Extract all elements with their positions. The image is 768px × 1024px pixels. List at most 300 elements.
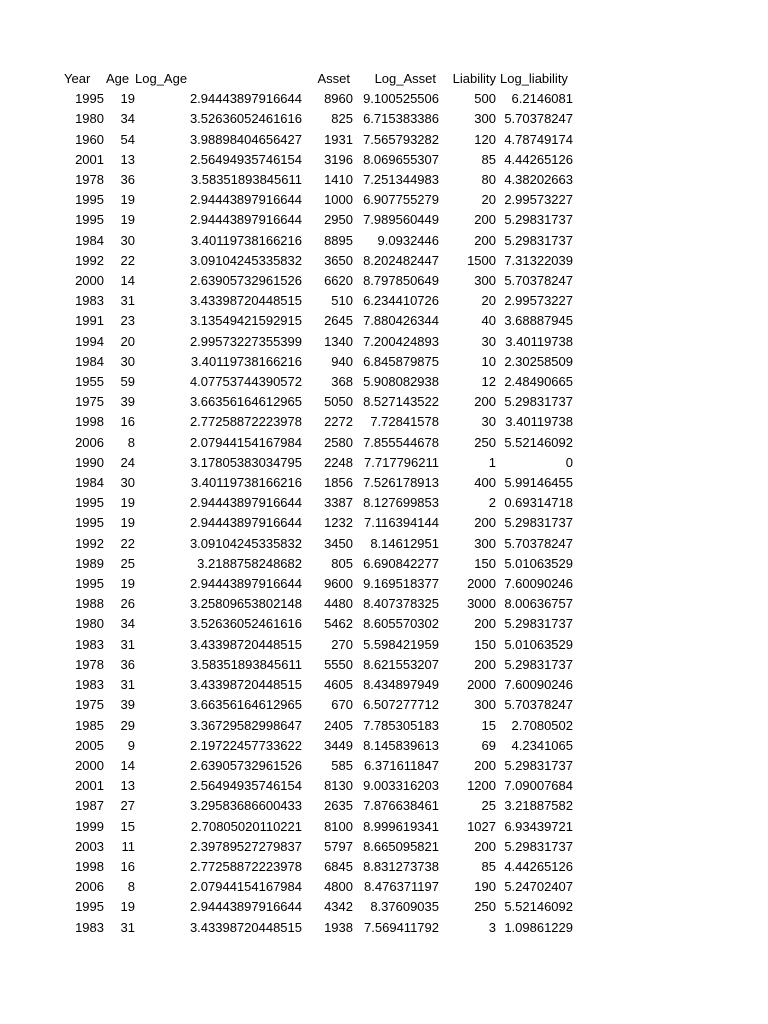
log-age-cell[interactable]: 3.36729582998647 (189, 717, 302, 733)
year-cell[interactable]: 1995 (75, 212, 104, 228)
age-cell[interactable]: 36 (120, 656, 135, 672)
log-liability-cell[interactable]: 2.99573227 (504, 293, 573, 309)
log-age-cell[interactable]: 3.43398720448515 (189, 636, 302, 652)
log-age-cell[interactable]: 3.52636052461616 (189, 616, 302, 632)
year-cell[interactable]: 1995 (75, 495, 104, 511)
log-asset-cell[interactable]: 7.565793282 (363, 131, 439, 147)
asset-cell[interactable]: 1340 (324, 333, 353, 349)
log-age-cell[interactable]: 3.25809653802148 (189, 596, 302, 612)
age-cell[interactable]: 22 (120, 252, 135, 268)
log-liability-cell[interactable]: 0.69314718 (504, 495, 573, 511)
log-liability-cell[interactable]: 4.78749174 (504, 131, 573, 147)
asset-cell[interactable]: 6620 (324, 273, 353, 289)
log-liability-cell[interactable]: 5.52146092 (504, 899, 573, 915)
log-asset-cell[interactable]: 7.569411792 (364, 919, 439, 935)
asset-cell[interactable]: 4480 (324, 596, 353, 612)
age-cell[interactable]: 39 (120, 697, 135, 713)
liability-cell[interactable]: 150 (474, 555, 496, 571)
log-age-cell[interactable]: 3.2188758248682 (197, 555, 302, 571)
asset-cell[interactable]: 940 (331, 353, 353, 369)
age-cell[interactable]: 34 (120, 616, 135, 632)
asset-cell[interactable]: 585 (331, 757, 353, 773)
asset-cell[interactable]: 8130 (324, 778, 353, 794)
liability-cell[interactable]: 500 (474, 91, 496, 107)
asset-cell[interactable]: 1000 (324, 192, 353, 208)
year-cell[interactable]: 1992 (75, 535, 104, 551)
log-liability-cell[interactable]: 5.01063529 (504, 636, 573, 652)
asset-cell[interactable]: 9600 (324, 576, 353, 592)
liability-cell[interactable]: 10 (481, 353, 496, 369)
liability-cell[interactable]: 250 (474, 434, 496, 450)
year-cell[interactable]: 1983 (75, 677, 104, 693)
liability-cell[interactable]: 200 (474, 616, 496, 632)
liability-cell[interactable]: 80 (481, 172, 496, 188)
year-cell[interactable]: 1989 (75, 555, 104, 571)
log-liability-cell[interactable]: 5.29831737 (504, 232, 573, 248)
log-asset-cell[interactable]: 6.371611847 (364, 757, 439, 773)
asset-cell[interactable]: 3650 (324, 252, 353, 268)
log-age-cell[interactable]: 3.09104245335832 (189, 252, 302, 268)
log-asset-cell[interactable]: 6.715383386 (363, 111, 439, 127)
liability-cell[interactable]: 120 (474, 131, 496, 147)
asset-cell[interactable]: 368 (331, 374, 353, 390)
asset-cell[interactable]: 1232 (324, 515, 353, 531)
asset-cell[interactable]: 5050 (324, 394, 353, 410)
asset-cell[interactable]: 3450 (324, 535, 353, 551)
age-cell[interactable]: 15 (120, 818, 135, 834)
log-liability-cell[interactable]: 5.29831737 (504, 757, 573, 773)
log-asset-cell[interactable]: 9.169518377 (363, 576, 439, 592)
liability-cell[interactable]: 12 (481, 374, 496, 390)
log-asset-cell[interactable]: 5.908082938 (363, 374, 439, 390)
log-liability-cell[interactable]: 5.70378247 (504, 273, 573, 289)
year-cell[interactable]: 2006 (75, 879, 104, 895)
log-liability-cell[interactable]: 5.29831737 (504, 838, 573, 854)
age-cell[interactable]: 26 (120, 596, 135, 612)
log-age-cell[interactable]: 3.66356164612965 (189, 394, 302, 410)
log-age-cell[interactable]: 3.58351893845611 (190, 656, 302, 672)
asset-cell[interactable]: 805 (331, 555, 353, 571)
asset-cell[interactable]: 2635 (324, 798, 353, 814)
year-cell[interactable]: 1994 (75, 333, 104, 349)
log-asset-cell[interactable]: 8.434897949 (363, 677, 439, 693)
log-asset-cell[interactable]: 7.880426344 (363, 313, 439, 329)
asset-cell[interactable]: 8100 (324, 818, 353, 834)
asset-cell[interactable]: 2645 (324, 313, 353, 329)
year-cell[interactable]: 1995 (75, 192, 104, 208)
log-asset-cell[interactable]: 8.797850649 (363, 273, 439, 289)
liability-cell[interactable]: 15 (481, 717, 496, 733)
log-liability-cell[interactable]: 5.29831737 (504, 212, 573, 228)
year-cell[interactable]: 1991 (75, 313, 104, 329)
liability-cell[interactable]: 200 (474, 515, 496, 531)
age-cell[interactable]: 31 (120, 636, 135, 652)
asset-cell[interactable]: 4800 (324, 879, 353, 895)
log-age-cell[interactable]: 2.63905732961526 (189, 757, 302, 773)
log-asset-cell[interactable]: 8.127699853 (363, 495, 439, 511)
log-age-cell[interactable]: 3.17805383034795 (189, 454, 302, 470)
liability-cell[interactable]: 2 (488, 495, 496, 511)
liability-cell[interactable]: 85 (481, 858, 496, 874)
liability-cell[interactable]: 30 (481, 333, 496, 349)
asset-cell[interactable]: 1938 (324, 919, 353, 935)
log-age-cell[interactable]: 3.43398720448515 (189, 919, 302, 935)
log-asset-cell[interactable]: 6.907755279 (363, 192, 439, 208)
asset-cell[interactable]: 670 (331, 697, 353, 713)
year-cell[interactable]: 1984 (75, 353, 104, 369)
asset-cell[interactable]: 4605 (324, 677, 353, 693)
log-liability-cell[interactable]: 4.2341065 (511, 737, 573, 753)
asset-cell[interactable]: 1931 (324, 131, 353, 147)
log-liability-cell[interactable]: 5.70378247 (504, 697, 573, 713)
log-asset-cell[interactable]: 8.069655307 (363, 151, 439, 167)
log-age-cell[interactable]: 3.13549421592915 (189, 313, 302, 329)
log-age-cell[interactable]: 3.66356164612965 (189, 697, 302, 713)
asset-cell[interactable]: 2405 (324, 717, 353, 733)
liability-cell[interactable]: 300 (474, 273, 496, 289)
year-cell[interactable]: 2005 (75, 737, 104, 753)
log-age-cell[interactable]: 3.43398720448515 (189, 677, 302, 693)
log-liability-cell[interactable]: 3.21887582 (504, 798, 573, 814)
log-asset-cell[interactable]: 7.116394144 (364, 515, 439, 531)
year-cell[interactable]: 2001 (75, 778, 104, 794)
year-cell[interactable]: 2000 (75, 757, 104, 773)
age-cell[interactable]: 24 (120, 454, 135, 470)
liability-cell[interactable]: 300 (474, 697, 496, 713)
year-cell[interactable]: 1975 (75, 394, 104, 410)
liability-cell[interactable]: 20 (481, 293, 496, 309)
asset-cell[interactable]: 2950 (324, 212, 353, 228)
log-liability-cell[interactable]: 5.29831737 (504, 394, 573, 410)
year-cell[interactable]: 1960 (75, 131, 104, 147)
year-cell[interactable]: 1995 (75, 899, 104, 915)
liability-cell[interactable]: 3000 (467, 596, 496, 612)
asset-cell[interactable]: 8960 (324, 91, 353, 107)
asset-cell[interactable]: 6845 (324, 858, 353, 874)
log-age-cell[interactable]: 3.40119738166216 (190, 232, 302, 248)
asset-cell[interactable]: 5797 (324, 838, 353, 854)
age-cell[interactable]: 11 (121, 838, 135, 854)
liability-cell[interactable]: 1500 (467, 252, 496, 268)
year-cell[interactable]: 1988 (75, 596, 104, 612)
year-cell[interactable]: 1995 (75, 515, 104, 531)
log-asset-cell[interactable]: 8.605570302 (363, 616, 439, 632)
year-cell[interactable]: 1999 (75, 818, 104, 834)
age-cell[interactable]: 19 (120, 192, 135, 208)
age-cell[interactable]: 14 (120, 757, 135, 773)
log-asset-cell[interactable]: 7.876638461 (363, 798, 439, 814)
log-age-cell[interactable]: 3.43398720448515 (189, 293, 302, 309)
year-cell[interactable]: 1985 (75, 717, 104, 733)
log-liability-cell[interactable]: 6.2146081 (511, 91, 573, 107)
age-cell[interactable]: 29 (120, 717, 135, 733)
log-asset-cell[interactable]: 7.251344983 (363, 172, 439, 188)
year-cell[interactable]: 1992 (75, 252, 104, 268)
age-cell[interactable]: 19 (120, 899, 135, 915)
age-cell[interactable]: 19 (120, 576, 135, 592)
log-liability-cell[interactable]: 4.38202663 (504, 172, 573, 188)
age-cell[interactable]: 23 (120, 313, 135, 329)
log-age-cell[interactable]: 2.94443897916644 (189, 91, 302, 107)
year-cell[interactable]: 2000 (75, 273, 104, 289)
log-asset-cell[interactable]: 8.476371197 (364, 879, 439, 895)
year-cell[interactable]: 1978 (75, 172, 104, 188)
asset-cell[interactable]: 4342 (324, 899, 353, 915)
liability-cell[interactable]: 40 (481, 313, 496, 329)
age-cell[interactable]: 30 (120, 475, 135, 491)
liability-cell[interactable]: 85 (481, 151, 496, 167)
asset-cell[interactable]: 3449 (324, 737, 353, 753)
log-asset-cell[interactable]: 7.855544678 (363, 434, 439, 450)
log-age-cell[interactable]: 4.07753744390572 (189, 374, 302, 390)
log-age-cell[interactable]: 3.58351893845611 (190, 172, 302, 188)
log-age-cell[interactable]: 2.77258872223978 (189, 858, 302, 874)
log-asset-cell[interactable]: 8.665095821 (363, 838, 439, 854)
log-asset-cell[interactable]: 9.0932446 (377, 232, 439, 248)
year-cell[interactable]: 1998 (75, 414, 104, 430)
log-age-cell[interactable]: 2.94443897916644 (189, 212, 302, 228)
log-liability-cell[interactable]: 2.99573227 (504, 192, 573, 208)
log-liability-cell[interactable]: 4.44265126 (504, 151, 573, 167)
log-age-cell[interactable]: 3.40119738166216 (190, 475, 302, 491)
age-cell[interactable]: 13 (120, 778, 135, 794)
log-asset-cell[interactable]: 9.003316203 (363, 778, 439, 794)
log-asset-cell[interactable]: 8.831273738 (363, 858, 439, 874)
year-cell[interactable]: 2001 (75, 151, 104, 167)
log-liability-cell[interactable]: 6.93439721 (504, 818, 573, 834)
asset-cell[interactable]: 270 (331, 636, 353, 652)
year-cell[interactable]: 2006 (75, 434, 104, 450)
log-liability-cell[interactable]: 5.99146455 (504, 475, 573, 491)
asset-cell[interactable]: 3196 (324, 151, 353, 167)
year-cell[interactable]: 1955 (75, 374, 104, 390)
age-cell[interactable]: 16 (120, 414, 135, 430)
log-age-cell[interactable]: 2.56494935746154 (189, 778, 302, 794)
log-age-cell[interactable]: 2.39789527279837 (189, 838, 302, 854)
log-liability-cell[interactable]: 5.29831737 (504, 616, 573, 632)
liability-cell[interactable]: 200 (474, 656, 496, 672)
age-cell[interactable]: 31 (120, 919, 135, 935)
log-asset-cell[interactable]: 7.989560449 (363, 212, 439, 228)
year-cell[interactable]: 1995 (75, 576, 104, 592)
header-year[interactable]: Year (64, 71, 91, 86)
liability-cell[interactable]: 20 (481, 192, 496, 208)
age-cell[interactable]: 8 (127, 879, 135, 895)
age-cell[interactable]: 19 (120, 212, 135, 228)
year-cell[interactable]: 1990 (75, 454, 104, 470)
liability-cell[interactable]: 300 (474, 111, 496, 127)
year-cell[interactable]: 1995 (75, 91, 104, 107)
log-liability-cell[interactable]: 7.60090246 (504, 576, 573, 592)
age-cell[interactable]: 36 (120, 172, 135, 188)
liability-cell[interactable]: 30 (481, 414, 496, 430)
liability-cell[interactable]: 200 (474, 232, 496, 248)
asset-cell[interactable]: 1410 (324, 172, 353, 188)
log-asset-cell[interactable]: 6.507277712 (363, 697, 439, 713)
age-cell[interactable]: 30 (120, 353, 135, 369)
liability-cell[interactable]: 25 (481, 798, 496, 814)
age-cell[interactable]: 14 (120, 273, 135, 289)
liability-cell[interactable]: 1027 (467, 818, 496, 834)
year-cell[interactable]: 1975 (75, 697, 104, 713)
log-asset-cell[interactable]: 8.621553207 (363, 656, 439, 672)
liability-cell[interactable]: 69 (481, 737, 496, 753)
log-asset-cell[interactable]: 7.526178913 (363, 475, 439, 491)
log-asset-cell[interactable]: 8.407378325 (363, 596, 439, 612)
log-liability-cell[interactable]: 5.24702407 (504, 879, 573, 895)
asset-cell[interactable]: 1856 (324, 475, 353, 491)
liability-cell[interactable]: 250 (474, 899, 496, 915)
year-cell[interactable]: 1984 (75, 475, 104, 491)
year-cell[interactable]: 1983 (75, 293, 104, 309)
log-liability-cell[interactable]: 5.01063529 (504, 555, 573, 571)
log-asset-cell[interactable]: 8.999619341 (363, 818, 439, 834)
liability-cell[interactable]: 200 (474, 757, 496, 773)
liability-cell[interactable]: 2000 (467, 677, 496, 693)
header-log-liability[interactable]: Log_liability (500, 71, 568, 86)
log-liability-cell[interactable]: 8.00636757 (504, 596, 573, 612)
age-cell[interactable]: 19 (120, 495, 135, 511)
log-asset-cell[interactable]: 7.72841578 (370, 414, 439, 430)
asset-cell[interactable]: 2272 (324, 414, 353, 430)
log-age-cell[interactable]: 3.40119738166216 (190, 353, 302, 369)
asset-cell[interactable]: 3387 (324, 495, 353, 511)
header-liability[interactable]: Liability (452, 71, 496, 86)
log-age-cell[interactable]: 2.63905732961526 (189, 273, 302, 289)
liability-cell[interactable]: 150 (474, 636, 496, 652)
liability-cell[interactable]: 2000 (467, 576, 496, 592)
age-cell[interactable]: 34 (120, 111, 135, 127)
log-age-cell[interactable]: 2.07944154167984 (189, 879, 302, 895)
log-asset-cell[interactable]: 8.14612951 (370, 535, 439, 551)
log-age-cell[interactable]: 2.99573227355399 (189, 333, 302, 349)
asset-cell[interactable]: 5462 (324, 616, 353, 632)
log-liability-cell[interactable]: 5.29831737 (504, 656, 573, 672)
log-age-cell[interactable]: 2.94443897916644 (189, 576, 302, 592)
liability-cell[interactable]: 1200 (467, 778, 496, 794)
log-liability-cell[interactable]: 2.7080502 (511, 717, 573, 733)
age-cell[interactable]: 20 (120, 333, 135, 349)
year-cell[interactable]: 1983 (75, 919, 104, 935)
log-age-cell[interactable]: 2.07944154167984 (189, 434, 302, 450)
liability-cell[interactable]: 200 (474, 212, 496, 228)
log-liability-cell[interactable]: 0 (565, 454, 573, 470)
log-asset-cell[interactable]: 7.717796211 (364, 454, 439, 470)
age-cell[interactable]: 19 (120, 515, 135, 531)
header-log-asset[interactable]: Log_Asset (374, 71, 436, 86)
log-asset-cell[interactable]: 8.202482447 (363, 252, 439, 268)
log-liability-cell[interactable]: 5.70378247 (504, 111, 573, 127)
age-cell[interactable]: 59 (120, 374, 135, 390)
year-cell[interactable]: 1980 (75, 616, 104, 632)
liability-cell[interactable]: 190 (474, 879, 496, 895)
age-cell[interactable]: 22 (120, 535, 135, 551)
log-age-cell[interactable]: 2.94443897916644 (189, 192, 302, 208)
liability-cell[interactable]: 300 (474, 535, 496, 551)
log-liability-cell[interactable]: 7.31322039 (504, 252, 573, 268)
log-age-cell[interactable]: 3.29583686600433 (189, 798, 302, 814)
asset-cell[interactable]: 5550 (324, 656, 353, 672)
log-liability-cell[interactable]: 5.70378247 (504, 535, 573, 551)
age-cell[interactable]: 30 (120, 232, 135, 248)
log-asset-cell[interactable]: 7.785305183 (363, 717, 439, 733)
age-cell[interactable]: 31 (120, 677, 135, 693)
log-age-cell[interactable]: 3.98898404656427 (189, 131, 302, 147)
header-log-age[interactable]: Log_Age (135, 71, 188, 86)
year-cell[interactable]: 1978 (75, 656, 104, 672)
age-cell[interactable]: 27 (120, 798, 135, 814)
header-asset[interactable]: Asset (317, 71, 350, 86)
age-cell[interactable]: 13 (120, 151, 135, 167)
age-cell[interactable]: 25 (120, 555, 135, 571)
log-age-cell[interactable]: 2.56494935746154 (189, 151, 302, 167)
log-asset-cell[interactable]: 8.37609035 (370, 899, 439, 915)
age-cell[interactable]: 8 (127, 434, 135, 450)
log-asset-cell[interactable]: 6.234410726 (363, 293, 439, 309)
log-liability-cell[interactable]: 4.44265126 (504, 858, 573, 874)
age-cell[interactable]: 39 (120, 394, 135, 410)
log-asset-cell[interactable]: 6.690842277 (363, 555, 439, 571)
liability-cell[interactable]: 200 (474, 838, 496, 854)
age-cell[interactable]: 54 (120, 131, 135, 147)
header-age[interactable]: Age (106, 71, 130, 86)
log-asset-cell[interactable]: 6.845879875 (363, 353, 439, 369)
asset-cell[interactable]: 510 (331, 293, 353, 309)
log-age-cell[interactable]: 2.70805020110221 (190, 818, 302, 834)
asset-cell[interactable]: 8895 (324, 232, 353, 248)
log-liability-cell[interactable]: 3.40119738 (505, 333, 573, 349)
year-cell[interactable]: 1983 (75, 636, 104, 652)
year-cell[interactable]: 1980 (75, 111, 104, 127)
year-cell[interactable]: 2003 (75, 838, 104, 854)
log-liability-cell[interactable]: 2.30258509 (504, 353, 573, 369)
log-age-cell[interactable]: 2.94443897916644 (189, 899, 302, 915)
age-cell[interactable]: 16 (120, 858, 135, 874)
year-cell[interactable]: 1984 (75, 232, 104, 248)
log-age-cell[interactable]: 2.77258872223978 (189, 414, 302, 430)
log-asset-cell[interactable]: 9.100525506 (363, 91, 439, 107)
log-asset-cell[interactable]: 7.200424893 (363, 333, 439, 349)
liability-cell[interactable]: 400 (474, 475, 496, 491)
asset-cell[interactable]: 2580 (324, 434, 353, 450)
log-liability-cell[interactable]: 3.68887945 (504, 313, 573, 329)
log-age-cell[interactable]: 2.19722457733622 (189, 737, 302, 753)
asset-cell[interactable]: 2248 (324, 454, 353, 470)
age-cell[interactable]: 9 (127, 737, 135, 753)
year-cell[interactable]: 1987 (75, 798, 104, 814)
log-liability-cell[interactable]: 5.52146092 (504, 434, 573, 450)
age-cell[interactable]: 31 (120, 293, 135, 309)
liability-cell[interactable]: 1 (488, 454, 496, 470)
liability-cell[interactable]: 200 (474, 394, 496, 410)
asset-cell[interactable]: 825 (331, 111, 353, 127)
log-liability-cell[interactable]: 5.29831737 (504, 515, 573, 531)
log-liability-cell[interactable]: 1.09861229 (504, 919, 573, 935)
log-liability-cell[interactable]: 7.60090246 (504, 677, 573, 693)
liability-cell[interactable]: 3 (488, 919, 496, 935)
log-age-cell[interactable]: 2.94443897916644 (189, 515, 302, 531)
log-age-cell[interactable]: 2.94443897916644 (189, 495, 302, 511)
log-asset-cell[interactable]: 5.598421959 (363, 636, 439, 652)
log-age-cell[interactable]: 3.09104245335832 (189, 535, 302, 551)
age-cell[interactable]: 19 (120, 91, 135, 107)
log-liability-cell[interactable]: 3.40119738 (505, 414, 573, 430)
log-asset-cell[interactable]: 8.145839613 (363, 737, 439, 753)
log-liability-cell[interactable]: 2.48490665 (504, 374, 573, 390)
log-asset-cell[interactable]: 8.527143522 (363, 394, 439, 410)
log-liability-cell[interactable]: 7.09007684 (504, 778, 573, 794)
year-cell[interactable]: 1998 (75, 858, 104, 874)
